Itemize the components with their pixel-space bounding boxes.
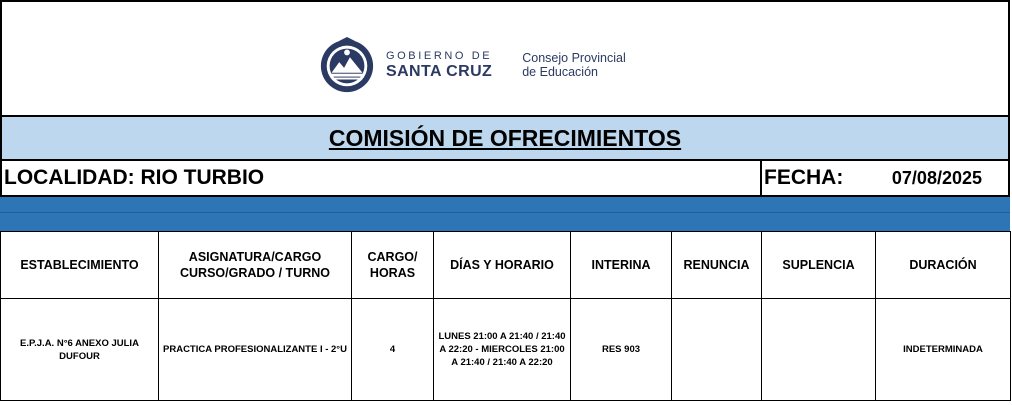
locality-cell: [2, 161, 762, 195]
table-header-row: [1, 232, 1011, 299]
header-asignatura-line-1: ASIGNATURA/CARGO: [188, 250, 322, 264]
cell-dias-horario: LUNES 21:00 A 21:40 / 21:40 A 22:20 - MIERCOLES 21:00 A 21:40 / 21:40 A 22:20: [434, 299, 571, 401]
gov-line-1: GOBIERNO DE: [386, 49, 493, 62]
page-title: COMISIÓN DE OFRECIMIENTOS: [328, 124, 682, 151]
header-cargo-line-2: HORAS: [369, 266, 416, 280]
cell-duracion: INDETERMINADA: [876, 299, 1011, 401]
letterhead: [0, 0, 1010, 117]
offers-table: [0, 231, 1011, 401]
cell-renuncia: [672, 299, 762, 401]
header-interina: INTERINA: [571, 232, 672, 299]
header-duracion: DURACIÓN: [876, 232, 1011, 299]
cell-asignatura: PRACTICA PROFESIONALIZANTE I - 2°U: [159, 299, 352, 401]
date-cell: [762, 161, 1008, 195]
date-label: FECHA:: [764, 166, 844, 189]
header-dias-horario: DÍAS Y HORARIO: [434, 232, 571, 299]
header-cargo-line-1: CARGO/: [367, 250, 418, 264]
separator-band-2: [0, 212, 1010, 231]
header-cargo-horas: [352, 232, 434, 299]
government-name: [386, 50, 492, 81]
cell-cargo-horas: 4: [352, 299, 434, 401]
council-line-2: de Educación: [522, 65, 598, 79]
locality-date-row: [0, 159, 1010, 197]
table-row: [1, 299, 1011, 401]
government-logo: [318, 36, 626, 94]
council-line-1: Consejo Provincial: [522, 51, 626, 65]
header-renuncia: RENUNCIA: [672, 232, 762, 299]
header-asignatura-line-2: CURSO/GRADO / TURNO: [180, 266, 330, 280]
header-establecimiento: ESTABLECIMIENTO: [1, 232, 159, 299]
cell-suplencia: [762, 299, 876, 401]
header-suplencia: SUPLENCIA: [762, 232, 876, 299]
council-name: [522, 51, 626, 79]
cell-interina: RES 903: [571, 299, 672, 401]
locality-text: LOCALIDAD: RIO TURBIO: [4, 166, 265, 189]
title-band: [0, 117, 1010, 159]
cell-establecimiento: E.P.J.A. N°6 ANEXO JULIA DUFOUR: [1, 299, 159, 401]
date-value: 07/08/2025: [891, 167, 982, 188]
santa-cruz-seal-icon: [318, 36, 376, 94]
header-asignatura: [159, 232, 352, 299]
separator-band-1: [0, 197, 1010, 212]
gov-line-2: SANTA CRUZ: [386, 62, 493, 80]
